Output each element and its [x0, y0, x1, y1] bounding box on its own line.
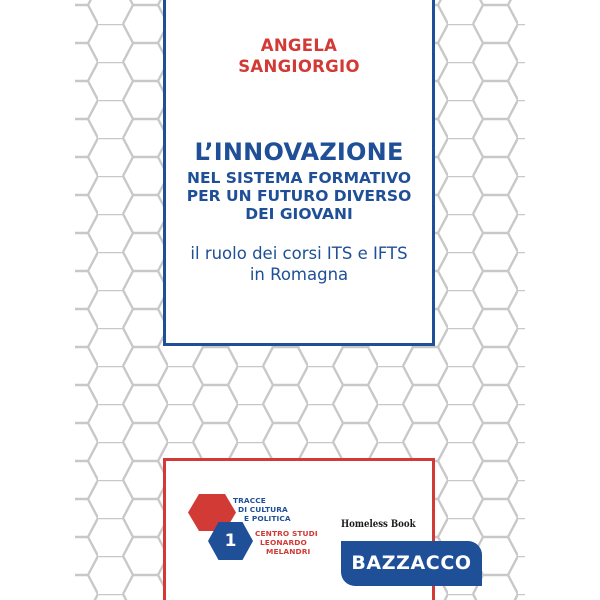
- series-center-line: MELANDRI: [266, 547, 311, 556]
- subtitle-line: il ruolo dei corsi ITS e IFTS: [190, 244, 408, 263]
- book-cover: [75, 0, 525, 600]
- title-line: DEI GIOVANI: [245, 205, 353, 223]
- series-center-line: CENTRO STUDI: [255, 529, 318, 538]
- book-title-main: L’INNOVAZIONE: [194, 138, 404, 166]
- subtitle-line: in Romagna: [249, 265, 349, 284]
- author-first-name: ANGELA: [260, 36, 338, 55]
- series-collection-line: E POLITICA: [244, 514, 291, 523]
- book-subtitle: [166, 243, 432, 285]
- author-last-name: SANGIORGIO: [238, 57, 360, 76]
- author-name: [166, 35, 432, 77]
- title-line: PER UN FUTURO DIVERSO: [186, 187, 412, 205]
- series-collection-line: DI CULTURA: [238, 505, 288, 514]
- series-number-hexagon: [208, 522, 253, 560]
- title-panel: [163, 0, 435, 346]
- series-number: 1: [224, 531, 237, 551]
- publisher-imprint: Homeless Book: [341, 518, 416, 530]
- series-collection-line: TRACCE: [233, 496, 266, 505]
- title-line: NEL SISTEMA FORMATIVO: [186, 169, 412, 187]
- book-title-continuation: [166, 169, 432, 223]
- series-center-line: LEONARDO: [260, 538, 307, 547]
- publisher-logo-badge: BAZZACCO: [341, 541, 482, 586]
